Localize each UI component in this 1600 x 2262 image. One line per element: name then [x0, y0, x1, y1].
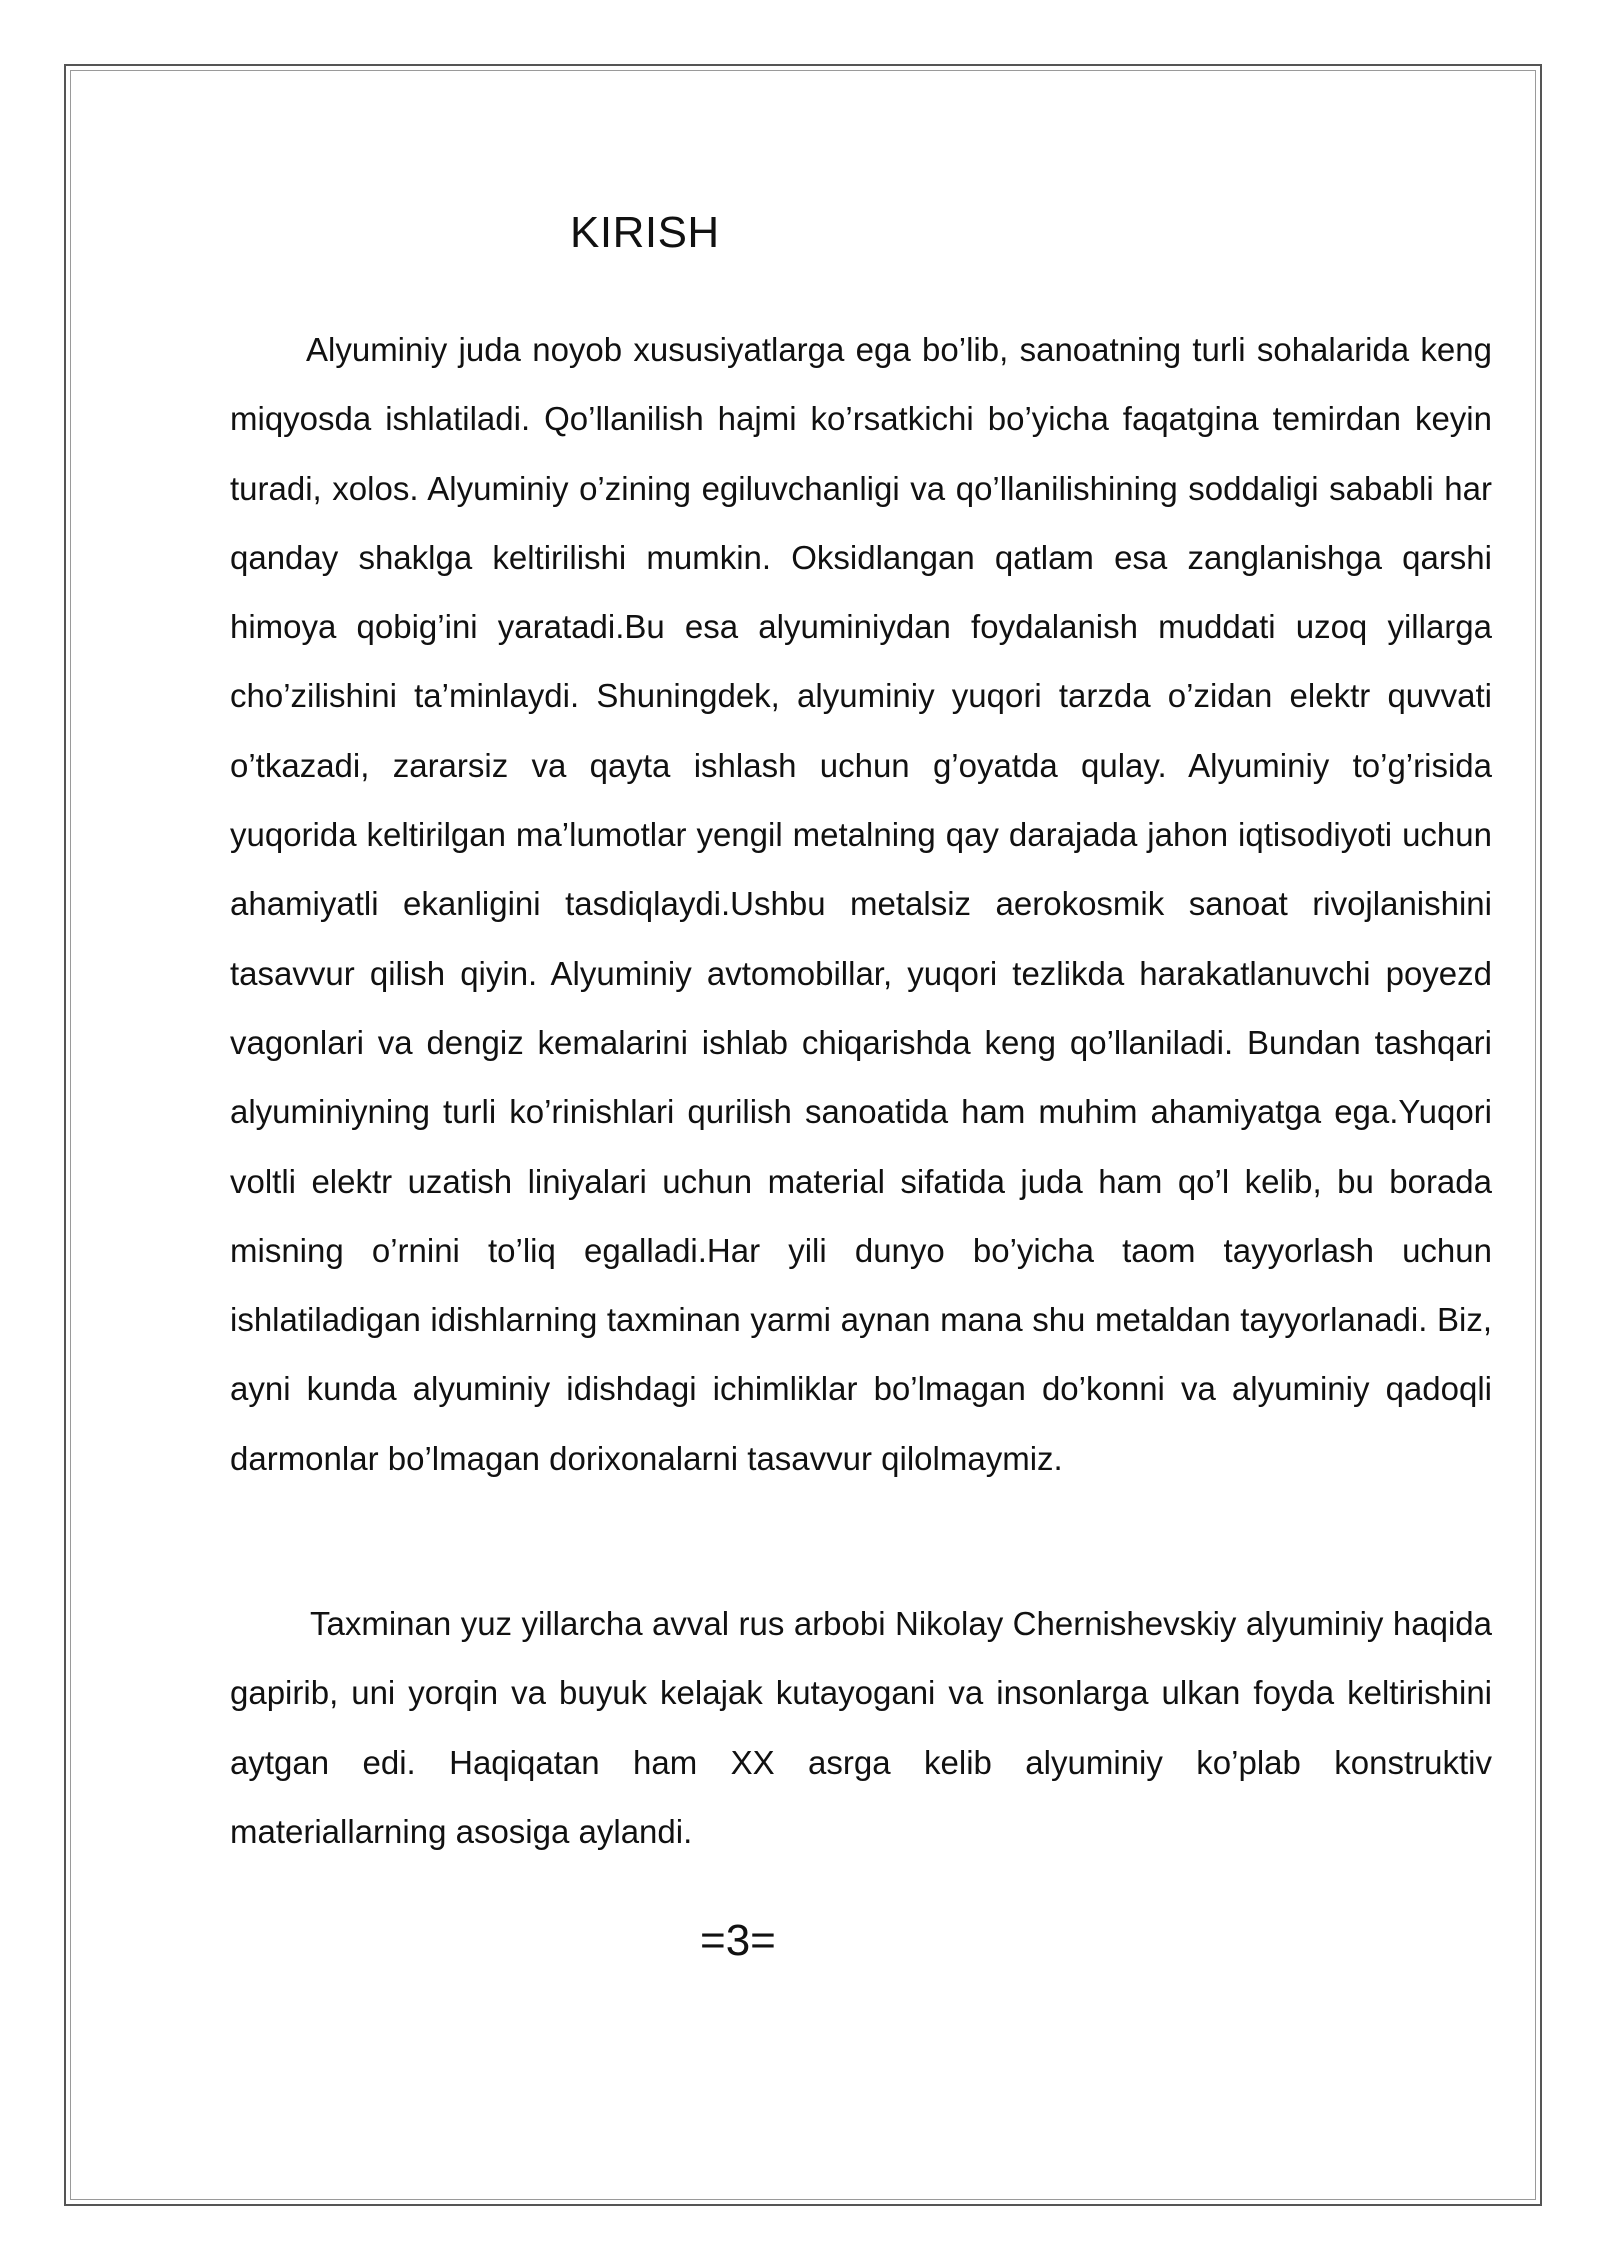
- body-paragraph-1: Alyuminiy juda noyob xususiyatlarga ega bo’lib, sanoatning turli sohalarida keng miqyosda ishlatiladi. Qo’llanilish hajmi ko’rsatkichi bo’yicha faqatgina temirdan keyin turadi, xolos. Alyuminiy o’zining egiluvchanligi va qo’llanilishining soddaligi sababli har qanday shaklga keltirilishi mumkin. Oksidlangan qatlam esa zanglanishga qarshi himoya qobig’ini yaratadi.Bu esa alyuminiydan foydalanish muddati uzoq yillarga cho’zilishini ta’minlaydi. Shuningdek, alyuminiy yuqori tarzda o’zidan elektr quvvati o’tkazadi, zararsiz va qayta ishlash uchun g’oyatda qulay. Alyuminiy to’g’risida yuqorida keltirilgan ma’lumotlar yengil metalning qay darajada jahon iqtisodiyoti uchun ahamiyatli ekanligini tasdiqlaydi.Ushbu metalsiz aerokosmik sanoat rivojlanishini tasavvur qilish qiyin. Alyuminiy avtomobillar, yuqori tezlikda harakatlanuvchi poyezd vagonlari va dengiz kemalarini ishlab chiqarishda keng qo’llaniladi. Bundan tashqari alyuminiyning turli ko’rinishlari qurilish sanoatida ham muhim ahamiyatga ega.Yuqori voltli elektr uzatish liniyalari uchun material sifatida juda ham qo’l kelib, bu borada misning o’rnini to’liq egalladi.Har yili dunyo bo’yicha taom tayyorlash uchun ishlatiladigan idishlarning taxminan yarmi aynan mana shu metaldan tayyorlanadi. Biz, ayni kunda alyuminiy idishdagi ichimliklar bo’lmagan do’konni va alyuminiy qadoqli darmonlar bo’lmagan dorixonalarni tasavvur qilolmaymiz.: [230, 331, 1492, 1477]
- body-paragraph-2: Taxminan yuz yillarcha avval rus arbobi Nikolay Chernishevskiy alyuminiy haqida gapirib, uni yorqin va buyuk kelajak kutayogani va insonlarga ulkan foyda keltirishini aytgan edi. Haqiqatan ham XX asrga kelib alyuminiy ko’plab konstruktiv materiallarning asosiga aylandi.: [230, 1605, 1492, 1850]
- page-number: =3=: [700, 1916, 776, 1965]
- page-title: KIRISH: [570, 208, 720, 257]
